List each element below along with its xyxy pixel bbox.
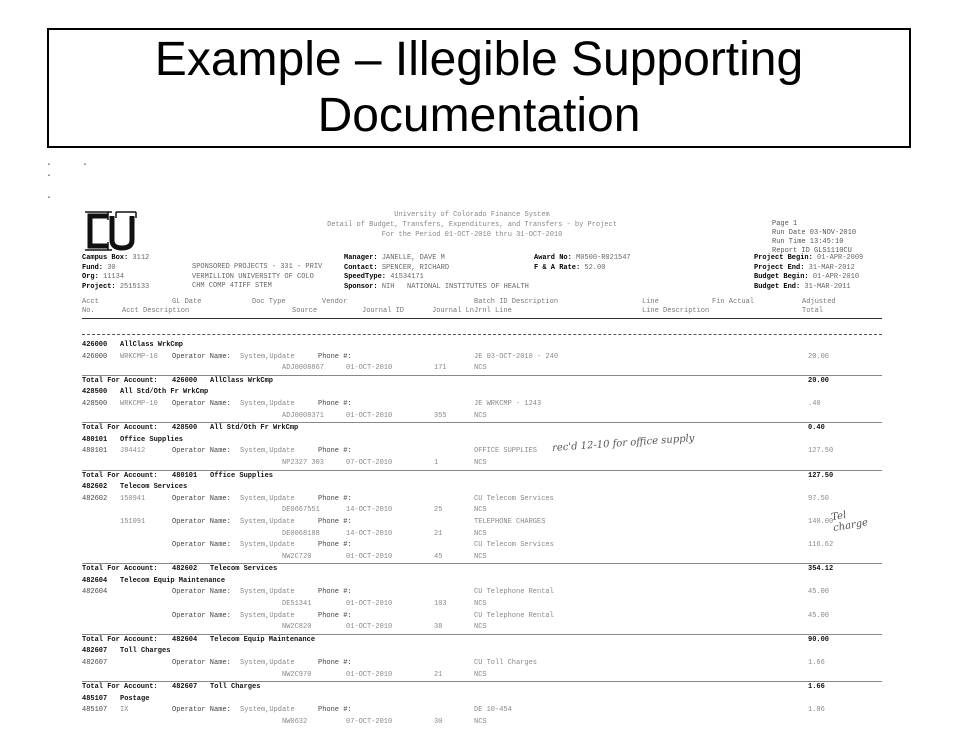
phone-label: Phone #: <box>318 517 352 526</box>
phone-label: Phone #: <box>318 659 352 668</box>
operator-name: System,Update <box>240 659 295 668</box>
line-amount: 45.00 <box>808 588 830 597</box>
account-number: 485107 <box>82 706 108 715</box>
ledger-row-section <box>82 387 882 399</box>
budget-fields <box>754 254 863 292</box>
operator-label: Operator Name: <box>172 352 231 361</box>
ledger-row-detail <box>82 494 882 506</box>
journal-date: 01-OCT-2010 <box>346 600 393 609</box>
field-value: 3112 <box>132 254 150 262</box>
journal-id: NW2C820 <box>282 623 312 632</box>
journal-id: DE0667551 <box>282 506 320 515</box>
journal-id: NW0632 <box>282 718 308 726</box>
handwritten-note: rec'd 12-10 for office supply <box>551 433 695 454</box>
phone-label: Phone #: <box>318 447 352 456</box>
field-label: Fund: <box>82 263 104 272</box>
column-header: Fin Actual <box>712 298 755 306</box>
journal-line: 38 <box>434 623 443 632</box>
field-label: Project Begin: <box>754 254 813 262</box>
field-label: Budget Begin: <box>754 273 809 281</box>
account-number: 426000 <box>82 352 108 361</box>
line-description: JE WRKCMP - 1243 <box>474 399 542 408</box>
journal-source: NCS <box>474 552 487 561</box>
phone-label: Phone #: <box>318 706 352 715</box>
ledger-row-sub <box>82 717 882 729</box>
journal-id: DE51341 <box>282 600 312 609</box>
account-description: Office Supplies <box>120 435 184 444</box>
operator-name: System,Update <box>240 541 295 550</box>
ledger-row-section <box>82 576 882 588</box>
column-header: No. <box>82 307 95 315</box>
scanned-report <box>82 206 882 726</box>
total-amount: 127.50 <box>808 471 834 480</box>
run-info <box>772 220 882 256</box>
report-header-line: For the Period 01-OCT-2010 thru 31-OCT-2010 <box>381 231 563 239</box>
field-label: Sponsor: <box>344 282 378 291</box>
field-value: 2515133 <box>119 282 150 291</box>
column-header: Journal Ln <box>432 307 475 315</box>
ledger-row-section <box>82 694 882 706</box>
account-number: 482604 <box>82 576 108 585</box>
operator-name: System,Update <box>240 447 295 456</box>
cu-logo-icon <box>82 208 140 254</box>
column-header: Journal ID <box>362 307 405 315</box>
header-rule <box>82 318 882 319</box>
operator-name: System,Update <box>240 399 295 408</box>
ledger-row-sub <box>82 670 882 682</box>
phone-label: Phone #: <box>318 494 352 503</box>
operator-name: System,Update <box>240 588 295 597</box>
doc-reference: WRKCMP-10 <box>120 352 158 361</box>
journal-line: 45 <box>434 552 443 561</box>
manager-fields <box>344 254 529 292</box>
field-label: Contact: <box>344 263 378 272</box>
account-number: 482604 <box>82 588 108 597</box>
line-description: TELEPHONE CHARGES <box>474 517 546 526</box>
field-value: 31-MAR-2012 <box>808 263 855 272</box>
operator-label: Operator Name: <box>172 517 231 526</box>
phone-label: Phone #: <box>318 588 352 597</box>
line-description: OFFICE SUPPLIES <box>474 447 538 456</box>
account-description: Telecom Services <box>120 483 188 492</box>
operator-name: System,Update <box>240 706 295 715</box>
column-header: Acct Description <box>122 307 190 315</box>
column-header: Vendor <box>322 298 348 306</box>
journal-source: NCS <box>474 718 487 726</box>
operator-name: System,Update <box>240 611 295 620</box>
journal-line: 103 <box>434 600 447 609</box>
journal-date: 07-OCT-2010 <box>346 458 393 467</box>
title-line-1: Example – Illegible Supporting <box>154 33 804 86</box>
line-amount: 116.62 <box>808 541 834 550</box>
ledger-row-detail <box>82 446 882 458</box>
account-description: AllClass WrkCmp <box>120 341 184 349</box>
operator-label: Operator Name: <box>172 588 231 597</box>
journal-id: ADJ0008867 <box>282 364 325 373</box>
account-description: All Std/Oth Fr WrkCmp <box>210 424 299 433</box>
journal-date: 01-OCT-2010 <box>346 411 393 420</box>
column-header: Acct <box>82 298 99 306</box>
field-value: 11134 <box>103 273 125 281</box>
field-value: 01-APR-2010 <box>812 273 860 281</box>
ledger-row-sub <box>82 552 882 564</box>
ledger-rows <box>82 340 882 729</box>
field-label: Manager: <box>344 254 378 262</box>
journal-date: 14-OCT-2010 <box>346 506 393 515</box>
ledger-row-detail <box>82 399 882 411</box>
account-number: 482602 <box>82 483 108 492</box>
doc-reference: IX <box>120 706 129 715</box>
account-number: 480101 <box>82 447 108 456</box>
phone-label: Phone #: <box>318 541 352 550</box>
account-description: All Std/Oth Fr WrkCmp <box>120 388 209 397</box>
award-fields <box>534 254 631 273</box>
journal-line: 355 <box>434 411 447 420</box>
project-name-line: VERMILLION UNIVERSITY OF COLO <box>192 272 314 281</box>
field-label: SpeedType: <box>344 273 387 281</box>
run-info-line: Page 1 <box>772 220 798 228</box>
ledger-row-sub <box>82 505 882 517</box>
field-value: NIH <box>381 282 395 291</box>
journal-source: NCS <box>474 506 487 515</box>
account-description: Toll Charges <box>210 683 261 692</box>
total-label: Total For Account: <box>82 565 158 574</box>
account-description: Toll Charges <box>120 647 171 656</box>
field-value: 30 <box>107 263 116 272</box>
operator-label: Operator Name: <box>172 541 231 550</box>
total-amount: 354.12 <box>808 565 834 574</box>
column-header-row <box>82 298 882 307</box>
column-header: GL Date <box>172 298 202 306</box>
line-amount: 140.00 <box>808 517 834 526</box>
journal-id: ADJ0008371 <box>282 411 325 420</box>
account-description: Telecom Equip Maintenance <box>120 576 226 585</box>
run-info-line: Run Time 13:45:10 <box>772 238 844 246</box>
line-amount: 127.50 <box>808 447 834 456</box>
account-number: 482607 <box>172 683 198 692</box>
ledger-row-detail <box>82 352 882 364</box>
project-names <box>192 263 322 292</box>
line-amount: 97.50 <box>808 494 830 503</box>
report-header <box>292 210 652 240</box>
journal-date: 01-OCT-2010 <box>346 670 393 679</box>
account-number: 482604 <box>172 635 198 644</box>
total-amount: 90.00 <box>808 635 830 644</box>
account-number: 428500 <box>82 399 108 408</box>
ledger-row-total <box>82 563 882 576</box>
handwritten-note: Tel charge <box>830 509 869 535</box>
column-header: Line <box>642 298 659 306</box>
field-label: Project: <box>82 282 116 291</box>
operator-name: System,Update <box>240 494 295 503</box>
line-description: CU Telephone Rental <box>474 611 554 620</box>
field-value: SPENCER, RICHARD <box>381 263 450 272</box>
column-header-row <box>82 307 882 316</box>
account-number: 428500 <box>172 424 198 433</box>
ledger-row-total <box>82 422 882 435</box>
ledger-row-section <box>82 435 882 447</box>
total-amount: 1.66 <box>808 683 825 692</box>
ledger-row-sub <box>82 529 882 541</box>
account-number: 482607 <box>82 647 108 656</box>
operator-name: System,Update <box>240 517 295 526</box>
ledger-row-sub <box>82 622 882 634</box>
ledger-row-detail <box>82 658 882 670</box>
journal-line: 25 <box>434 506 443 515</box>
column-header: Total <box>802 307 824 315</box>
column-header: Doc Type <box>252 298 286 306</box>
ledger-row-detail <box>82 705 882 717</box>
phone-label: Phone #: <box>318 399 352 408</box>
total-label: Total For Account: <box>82 376 158 385</box>
line-description: CU Telecom Services <box>474 494 554 503</box>
journal-id: NP2327 303 <box>282 458 325 467</box>
column-header: Line Description <box>642 307 710 315</box>
journal-source: NCS <box>474 458 487 467</box>
account-description: Postage <box>120 694 150 703</box>
field-value: 01-APR-2009 <box>817 254 864 262</box>
ledger-row-total <box>82 681 882 694</box>
journal-date: 14-OCT-2010 <box>346 529 393 538</box>
field-label: Award No: <box>534 254 572 262</box>
journal-source: NCS <box>474 411 487 420</box>
field-value: 52.00 <box>584 263 606 272</box>
line-description: CU Toll Charges <box>474 659 538 668</box>
journal-source: NCS <box>474 600 487 609</box>
scan-speckles: · · · · <box>46 160 89 204</box>
report-header-line: University of Colorado Finance System <box>394 211 550 219</box>
total-amount: 0.40 <box>808 424 825 433</box>
line-description: CU Telecom Services <box>474 541 554 550</box>
ledger-row-total <box>82 470 882 483</box>
ledger-row-section <box>82 340 882 352</box>
title-line-2: Documentation <box>317 89 641 142</box>
operator-name: System,Update <box>240 352 295 361</box>
ledger-row-detail <box>82 517 882 529</box>
operator-label: Operator Name: <box>172 706 231 715</box>
doc-reference: J84412 <box>120 447 146 456</box>
journal-id: NW2C970 <box>282 670 312 679</box>
ledger-row-sub <box>82 411 882 423</box>
journal-date: 01-OCT-2010 <box>346 552 393 561</box>
field-label: Campus Box: <box>82 254 129 262</box>
field-value: 41534171 <box>390 273 424 281</box>
doc-reference: 150941 <box>120 494 146 503</box>
field-label: Budget End: <box>754 282 801 291</box>
line-amount: 1.66 <box>808 659 825 668</box>
header-rule <box>82 334 882 335</box>
journal-line: 171 <box>434 364 447 373</box>
report-header-line: Detail of Budget, Transfers, Expenditures, and Transfers - by Project <box>327 221 617 229</box>
field-value: JANELLE, DAVE M <box>381 254 445 262</box>
account-description: Telecom Equip Maintenance <box>210 635 316 644</box>
account-number: 428500 <box>82 388 108 397</box>
project-name-line: SPONSORED PROJECTS - 331 - PRIV <box>192 263 323 271</box>
journal-date: 01-OCT-2010 <box>346 364 393 373</box>
phone-label: Phone #: <box>318 352 352 361</box>
column-header: Batch ID Description <box>474 298 559 306</box>
account-description: AllClass WrkCmp <box>210 376 274 385</box>
phone-label: Phone #: <box>318 611 352 620</box>
operator-label: Operator Name: <box>172 611 231 620</box>
ledger-row-total <box>82 375 882 388</box>
journal-line: 1 <box>434 458 439 467</box>
total-amount: 20.00 <box>808 376 830 385</box>
journal-line: 21 <box>434 529 443 538</box>
operator-label: Operator Name: <box>172 399 231 408</box>
line-description: DE 10-454 <box>474 706 512 715</box>
line-description: JE 03-OCT-2010 - 240 <box>474 352 559 361</box>
ledger-row-section <box>82 646 882 658</box>
journal-source: NCS <box>474 670 487 679</box>
column-header: Adjusted <box>802 298 836 306</box>
doc-reference: 151091 <box>120 517 146 526</box>
account-number: 426000 <box>82 341 108 349</box>
field-label: F & A Rate: <box>534 263 581 272</box>
field-label: Org: <box>82 273 99 281</box>
journal-date: 07-OCT-2010 <box>346 718 393 726</box>
ledger-row-sub <box>82 458 882 470</box>
journal-source: NCS <box>474 529 487 538</box>
journal-id: DE0068188 <box>282 529 320 538</box>
ledger-row-sub <box>82 363 882 375</box>
ledger-row-detail <box>82 611 882 623</box>
ledger-row-sub <box>82 599 882 611</box>
field-label: Project End: <box>754 263 805 272</box>
account-description: Telecom Services <box>210 565 278 574</box>
journal-id: NW2C720 <box>282 552 312 561</box>
account-number: 426000 <box>172 376 198 385</box>
journal-date: 01-OCT-2010 <box>346 623 393 632</box>
journal-line: 30 <box>434 718 443 726</box>
field-value: M0500-R021547 <box>576 254 631 262</box>
ledger-row-section <box>82 482 882 494</box>
journal-source: NCS <box>474 623 487 632</box>
ledger-row-total <box>82 634 882 647</box>
operator-label: Operator Name: <box>172 494 231 503</box>
slide-title <box>47 28 911 148</box>
account-number: 485107 <box>82 694 108 703</box>
project-name-line: CHM COMP 4TIFF STEM <box>192 282 272 290</box>
operator-label: Operator Name: <box>172 447 231 456</box>
column-header: Jrnl Line <box>474 307 512 315</box>
column-header: Source <box>292 307 318 315</box>
total-label: Total For Account: <box>82 635 158 644</box>
sponsor-name: NATIONAL INSTITUTES OF HEALTH <box>407 282 529 291</box>
line-amount: 1.86 <box>808 706 825 715</box>
journal-line: 21 <box>434 670 443 679</box>
account-number: 480101 <box>172 471 198 480</box>
field-value: 31-MAR-2011 <box>804 282 851 291</box>
run-info-line: Report ID GLS1110CU <box>772 247 852 255</box>
doc-reference: WRKCMP-10 <box>120 399 158 408</box>
operator-label: Operator Name: <box>172 659 231 668</box>
account-number: 482607 <box>82 659 108 668</box>
total-label: Total For Account: <box>82 683 158 692</box>
total-label: Total For Account: <box>82 424 158 433</box>
journal-source: NCS <box>474 364 487 373</box>
line-description: CU Telephone Rental <box>474 588 554 597</box>
account-number: 482602 <box>172 565 198 574</box>
account-number: 480101 <box>82 435 108 444</box>
line-amount: 45.00 <box>808 611 830 620</box>
line-amount: 20.00 <box>808 352 830 361</box>
account-description: Office Supplies <box>210 471 274 480</box>
ledger-row-detail <box>82 587 882 599</box>
account-number: 482602 <box>82 494 108 503</box>
run-info-line: Run Date 03-NOV-2010 <box>772 229 857 237</box>
line-amount: .40 <box>808 399 821 408</box>
campus-fields <box>82 254 149 292</box>
column-headers <box>82 298 882 316</box>
ledger-row-detail <box>82 540 882 552</box>
total-label: Total For Account: <box>82 471 158 480</box>
